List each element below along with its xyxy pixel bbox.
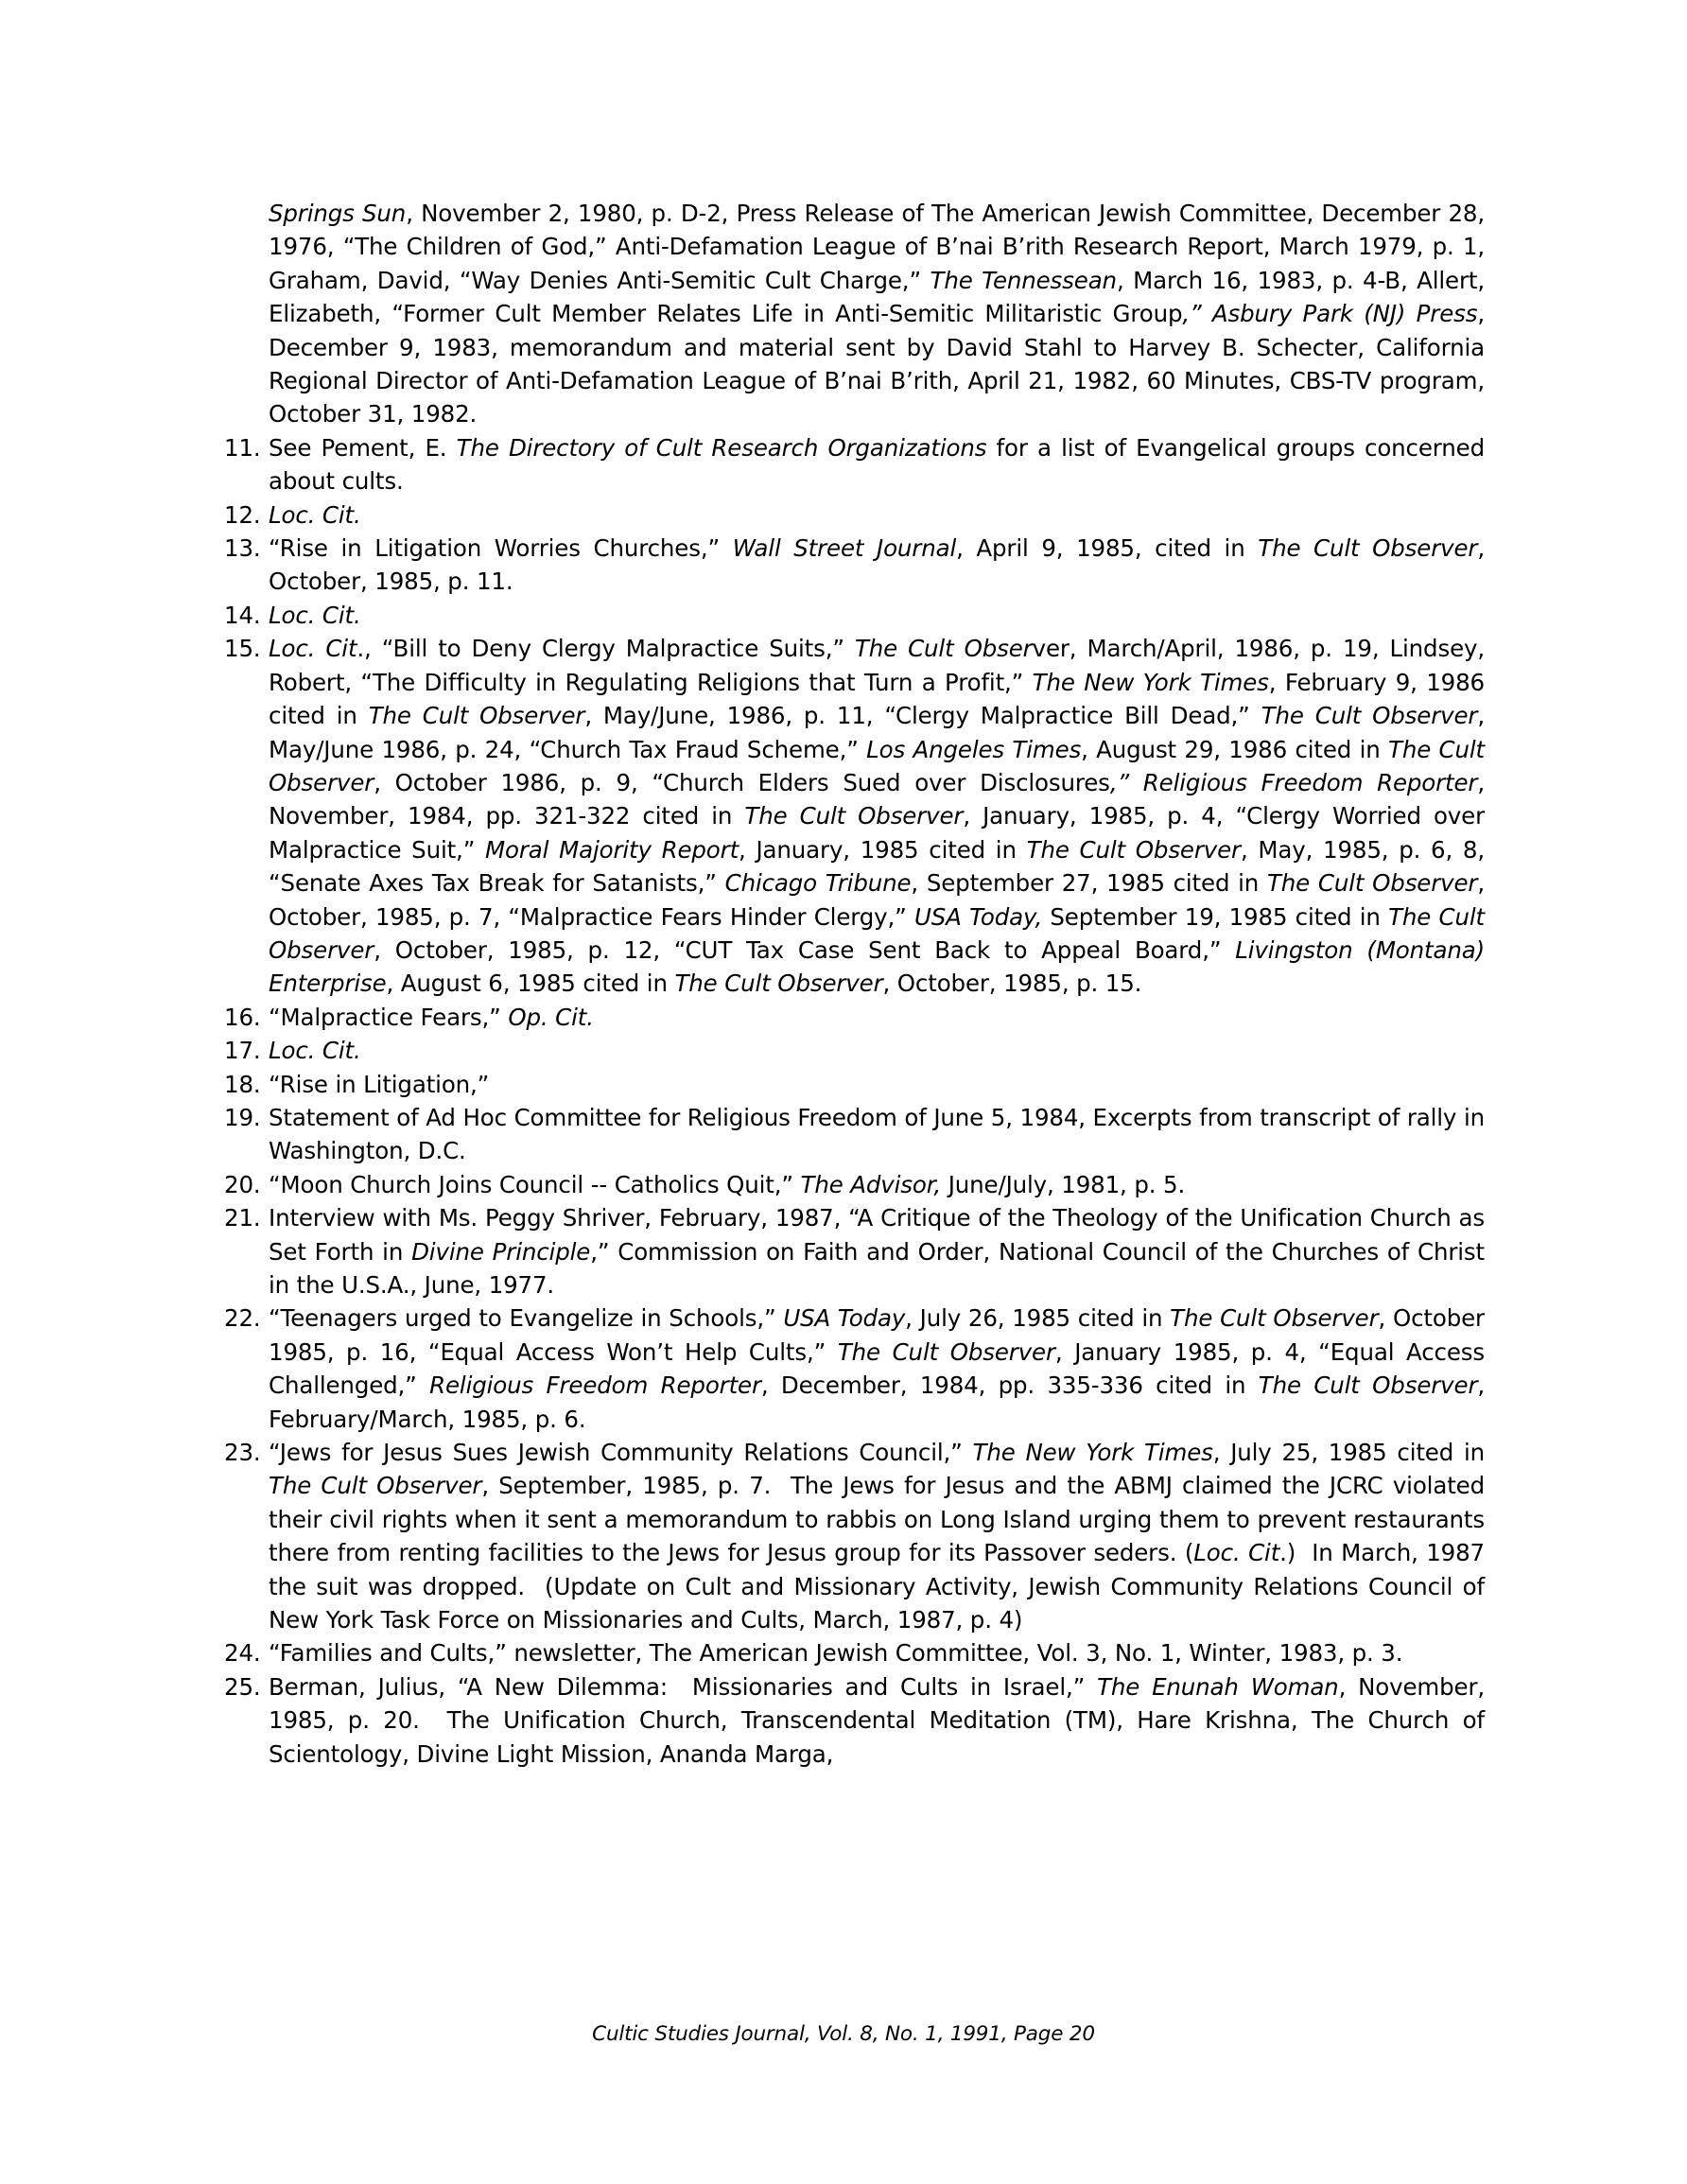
- text-run: , August 29, 1986 cited in: [1081, 735, 1389, 763]
- italic-title: The Tennessean: [930, 266, 1117, 294]
- text-run: , May/June 1986, p. 24, “Church Tax Fraud Scheme,”: [269, 702, 1492, 763]
- italic-title: The Cult Observer: [368, 702, 585, 730]
- endnote-text: [269, 1201, 1492, 1302]
- endnote-number: 17.: [224, 1037, 261, 1065]
- italic-title: Livingston (Montana) Enterprise: [269, 935, 1492, 998]
- italic-title: The Cult Observer: [744, 802, 964, 830]
- endnote-number: 19.: [224, 1103, 261, 1131]
- endnote-number: 20.: [224, 1170, 261, 1198]
- text-run: Statement of Ad Hoc Committee for Religious Freedom of June 5, 1984, Excerpts from transcript of rally in Washington, D.C.: [269, 1103, 1492, 1165]
- italic-title: Wall Street Journal: [732, 534, 957, 563]
- italic-title: Loc. Cit: [269, 635, 357, 663]
- endnote-text: [269, 197, 1492, 431]
- text-run: , September, 1985, p. 7. The Jews for Jesus and the ABMJ claimed the JCRC violated their civil rights when it sent a memorandum to rabbis on Long Island urging them to prevent restaurants there from renting facilities to the Jews for Jesus group for its Passover seders. (: [269, 1472, 1492, 1567]
- endnote-number: 18.: [224, 1070, 261, 1098]
- text-run: for a list of Evangelical groups concerned about cults.: [269, 433, 1492, 496]
- text-run: .) In March, 1987 the suit was dropped. (Update on Cult and Missionary Activity, Jewish Community Relations Council of New York Task Force on Missionaries and Cults, March, 1987, p. 4): [269, 1539, 1492, 1634]
- text-run: , January, 1985, p. 4, “Clergy Worried over Malpractice Suit,”: [269, 802, 1492, 864]
- endnote-text: [269, 1101, 1492, 1168]
- text-run: September 19, 1985 cited in: [1042, 902, 1389, 931]
- endnote-text: [269, 1302, 1492, 1436]
- text-run: , October, 1985, p. 11.: [269, 534, 1492, 596]
- text-run: , March 16, 1983, p. 4-B, Allert, Elizabeth, “Former Cult Member Relates Life in Anti-Semitic Militaristic Group: [269, 266, 1492, 328]
- text-run: , October, 1985, p. 12, “CUT Tax Case Sent Back to Appeal Board,”: [374, 935, 1236, 964]
- endnote-item: [224, 632, 1492, 1000]
- endnote-number: 22.: [224, 1304, 261, 1333]
- text-run: “Teenagers urged to Evangelize in Schools,”: [269, 1304, 784, 1333]
- text-run: ., “Bill to Deny Clergy Malpractice Suits,”: [357, 635, 855, 663]
- text-run: , February 9, 1986 cited in: [269, 668, 1492, 730]
- endnote-item: [224, 1436, 1492, 1636]
- endnote-number: 14.: [224, 601, 261, 629]
- italic-title: The Cult Observer: [1026, 835, 1241, 864]
- italic-title: USA Today: [783, 1304, 906, 1333]
- text-run: , May/June, 1986, p. 11, “Clergy Malpractice Bill Dead,”: [584, 702, 1261, 730]
- text-run: “Moon Church Joins Council -- Catholics Quit,”: [269, 1170, 801, 1198]
- endnote-item: [224, 599, 1485, 632]
- text-run: “Rise in Litigation,”: [269, 1070, 490, 1098]
- italic-title: The Cult Observer: [1266, 869, 1478, 898]
- text-run: “Malpractice Fears,”: [269, 1003, 509, 1031]
- endnote-item: [224, 532, 1492, 599]
- endnote-number: 25.: [224, 1672, 261, 1701]
- text-run: , April 9, 1985, cited in: [956, 534, 1259, 563]
- italic-title: ,” Asbury Park (NJ) Press: [1182, 300, 1478, 328]
- endnotes-list: [224, 197, 1492, 1771]
- text-run: , October 1985, p. 16, “Equal Access Won’t Help Cults,”: [269, 1304, 1492, 1366]
- italic-title: The Cult Observer: [1258, 1372, 1478, 1400]
- endnote-text: [269, 599, 1485, 632]
- text-run: Berman, Julius, “A New Dilemma: Missionaries and Cults in Israel,”: [269, 1672, 1098, 1701]
- italic-title: The Enunah Woman: [1097, 1672, 1339, 1701]
- endnote-text: [269, 1636, 1485, 1669]
- text-run: June/July, 1981, p. 5.: [941, 1170, 1186, 1198]
- endnote-text: [269, 1068, 1485, 1101]
- endnote-continuation: [224, 197, 1492, 431]
- endnote-item: [224, 498, 1485, 532]
- italic-title: Chicago Tribune: [724, 869, 912, 898]
- endnote-item: [224, 1201, 1492, 1302]
- page-footer: Cultic Studies Journal, Vol. 8, No. 1, 1991, Page 20: [592, 2022, 1095, 2046]
- italic-title: The New York Times: [972, 1439, 1213, 1467]
- endnote-number: 21.: [224, 1204, 261, 1232]
- endnote-text: [269, 632, 1492, 1000]
- italic-title: The Cult Observer: [1261, 702, 1478, 730]
- endnote-item: [224, 1101, 1492, 1168]
- italic-title: Divine Principle: [411, 1237, 591, 1266]
- endnote-text: [269, 431, 1492, 498]
- italic-title: The Cult Obser: [854, 635, 1033, 663]
- text-run: , July 26, 1985 cited in: [905, 1304, 1171, 1333]
- endnote-item: [224, 1670, 1492, 1771]
- text-run: “Jews for Jesus Sues Jewish Community Relations Council,”: [269, 1439, 973, 1467]
- italic-title: The Cult Observer: [1258, 534, 1478, 563]
- text-run: , August 6, 1985 cited in: [386, 970, 675, 998]
- text-run: Interview with Ms. Peggy Shriver, February, 1987, “A Critique of the Theology of the Unification Church as Set Forth in: [269, 1204, 1492, 1266]
- endnote-item: [224, 1636, 1485, 1669]
- endnote-text: [269, 1034, 1485, 1067]
- endnote-number: 16.: [224, 1003, 261, 1031]
- endnote-text: [269, 1670, 1492, 1771]
- italic-title: The Cult Observer: [269, 902, 1492, 964]
- text-run: , November 2, 1980, p. D-2, Press Release of The American Jewish Committee, December 28, 1976, “The Children of God,” Anti-Defamation League of B’nai B’rith Research Report, March 1979, p. 1, Graham, David, “Way Denies Anti-Semitic Cult Charge,”: [269, 200, 1492, 294]
- endnote-number: 12.: [224, 500, 261, 529]
- italic-title: Religious Freedom Reporter: [429, 1372, 761, 1400]
- endnote-text: [269, 1001, 1485, 1034]
- italic-title: The Directory of Cult Research Organizations: [456, 433, 987, 462]
- endnote-text: [269, 1436, 1492, 1636]
- text-run: , November, 1985, p. 20. The Unification Church, Transcendental Meditation (TM), Hare Krishna, The Church of Scientology, Divine Light Mission, Ananda Marga,: [269, 1672, 1492, 1768]
- text-run: , February/March, 1985, p. 6.: [269, 1372, 1492, 1433]
- italic-title: Op. Cit.: [508, 1003, 594, 1031]
- text-run: , January, 1985 cited in: [739, 835, 1027, 864]
- italic-title: The Cult Observer: [837, 1337, 1055, 1366]
- text-run: , October, 1985, p. 7, “Malpractice Fears Hinder Clergy,”: [269, 869, 1492, 931]
- text-run: , May, 1985, p. 6, 8, “Senate Axes Tax Break for Satanists,”: [269, 835, 1492, 898]
- text-run: , July 25, 1985 cited in: [1212, 1439, 1492, 1467]
- endnote-number: 13.: [224, 534, 261, 563]
- italic-title: The New York Times: [1032, 668, 1269, 696]
- text-run: , November, 1984, pp. 321-322 cited in: [269, 768, 1492, 830]
- endnote-number: 11.: [224, 433, 261, 462]
- endnote-item: [224, 1068, 1485, 1101]
- endnote-number: 24.: [224, 1639, 261, 1668]
- text-run: , October 1986, p. 9, “Church Elders Sued over Disclosures: [374, 768, 1110, 796]
- endnote-text: [269, 532, 1492, 599]
- endnote-item: [224, 1302, 1492, 1436]
- text-run: , October, 1985, p. 15.: [882, 970, 1142, 998]
- italic-title: ,” Religious Freedom Reporter: [1109, 768, 1478, 796]
- text-run: “Rise in Litigation Worries Churches,”: [269, 534, 733, 563]
- text-run: , December, 1984, pp. 335-336 cited in: [760, 1372, 1259, 1400]
- text-run: , September 27, 1985 cited in: [911, 869, 1267, 898]
- italic-title: USA Today,: [914, 902, 1043, 931]
- italic-title: Loc. Cit: [1193, 1539, 1280, 1567]
- italic-title: Loc. Cit.: [269, 1037, 361, 1065]
- italic-title: Los Angeles Times: [866, 735, 1082, 763]
- endnote-item: [224, 431, 1492, 498]
- italic-title: Loc. Cit.: [269, 601, 361, 629]
- endnote-item: [224, 1034, 1485, 1067]
- text-run: “Families and Cults,” newsletter, The American Jewish Committee, Vol. 3, No. 1, Winter, 1983, p. 3.: [269, 1639, 1403, 1668]
- endnote-number: 15.: [224, 635, 261, 663]
- endnote-number: 23.: [224, 1439, 261, 1467]
- endnote-item: [224, 1168, 1485, 1201]
- text-run: ,” Commission on Faith and Order, National Council of the Churches of Christ in the U.S.A., June, 1977.: [269, 1237, 1492, 1299]
- italic-title: The Cult Observer: [674, 970, 883, 998]
- text-run: See Pement, E.: [269, 433, 457, 462]
- text-run: ver, March/April, 1986, p. 19, Lindsey, Robert, “The Difficulty in Regulating Religions that Turn a Profit,”: [269, 635, 1492, 696]
- italic-title: Springs Sun: [269, 200, 407, 227]
- italic-title: The Cult Observer: [1170, 1304, 1379, 1333]
- italic-title: Moral Majority Report: [485, 835, 739, 864]
- endnote-item: [224, 1001, 1485, 1034]
- endnote-text: [269, 1168, 1485, 1201]
- italic-title: The Advisor,: [800, 1170, 942, 1198]
- text-run: , December 9, 1983, memorandum and material sent by David Stahl to Harvey B. Schecter, California Regional Director of Anti-Defamation League of B’nai B’rith, April 21, 1982, 60 Minutes, CBS-TV program, October 31, 1982.: [269, 300, 1492, 428]
- italic-title: Loc. Cit.: [269, 500, 361, 529]
- endnote-text: [269, 498, 1485, 532]
- text-run: , January 1985, p. 4, “Equal Access Challenged,”: [269, 1337, 1492, 1400]
- italic-title: The Cult Observer: [269, 735, 1492, 796]
- italic-title: The Cult Observer: [269, 1472, 482, 1500]
